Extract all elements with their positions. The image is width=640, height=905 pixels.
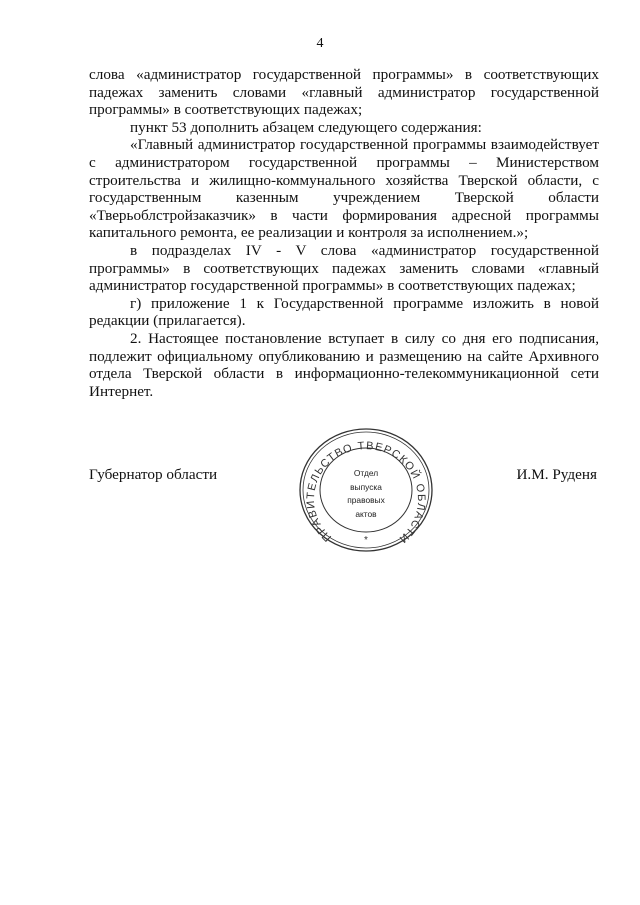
seal-ring-text: ПРАВИТЕЛЬСТВО ТВЕРСКОЙ ОБЛАСТИ	[304, 440, 428, 546]
paragraph: г) приложение 1 к Государственной программе изложить в новой редакции (прилагается).	[89, 294, 599, 330]
seal-line: актов	[355, 508, 377, 519]
paragraph: пункт 53 дополнить абзацем следующего содержания:	[130, 118, 482, 136]
seal-star: *	[364, 535, 368, 546]
paragraph: 2. Настоящее постановление вступает в силу со дня его подписания, подлежит официальному опубликованию и размещению на сайте Архивного отдела Тверской области в информационно-телекоммуникационной сети Интернет.	[89, 329, 599, 400]
document-body	[89, 66, 599, 400]
paragraph: «Главный администратор государственной программы взаимодействует с администратором государственной программы – Министерством строительства и жилищно-коммунального хозяйства Тверской области, с государственным казенным учреждением Тверской области «Тверьоблстройзаказчик» в части формирования адресной программы капитального ремонта, ее реализации и контроля за исполнением.»;	[89, 136, 599, 242]
official-seal	[297, 427, 435, 553]
paragraph: в подразделах IV - V слова «администратор государственной программы» в соответствующих падежах заменить словами «главный администратор государственной программы» в соответствующих падежах;	[89, 241, 599, 295]
paragraph: слова «администратор государственной программы» в соответствующих падежах заменить словами «главный администратор государственной программы» в соответствующих падежах;	[89, 66, 599, 119]
seal-line: Отдел	[353, 468, 379, 478]
seal-line: правовых	[347, 495, 385, 505]
signatory-name: И.М. Руденя	[516, 466, 597, 483]
page-number: 4	[316, 36, 324, 51]
seal-center-text	[297, 467, 435, 521]
seal-line: выпуска	[350, 481, 382, 492]
signatory-title: Губернатор области	[89, 466, 218, 483]
